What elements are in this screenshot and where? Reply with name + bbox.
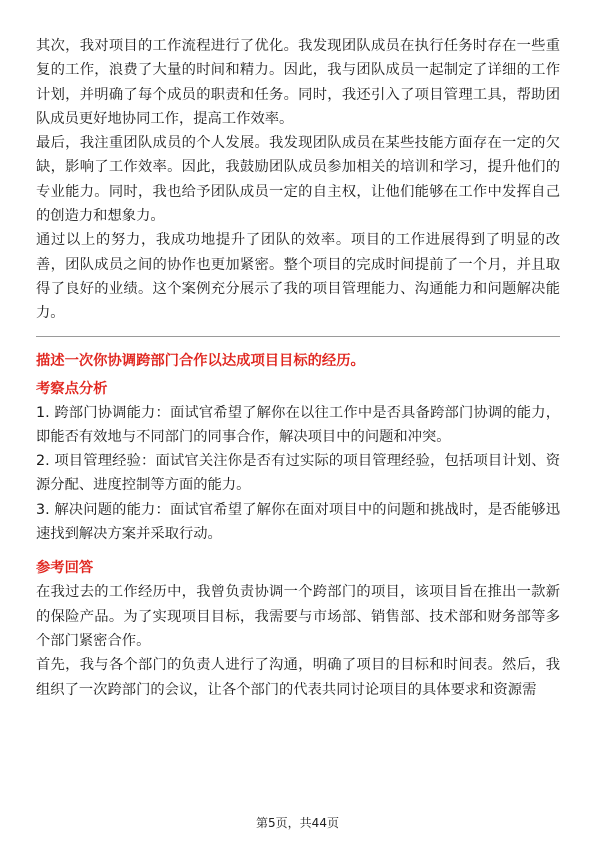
analysis-item: 2. 项目管理经验：面试官关注你是否有过实际的项目管理经验，包括项目计划、资源分配、进度控制等方面的能力。 — [36, 453, 560, 494]
section-divider — [36, 336, 560, 337]
answer-paragraph: 在我过去的工作经历中，我曾负责协调一个跨部门的项目，该项目旨在推出一款新的保险产品。为了实现项目目标，我需要与市场部、销售部、技术部和财务部等多个部门紧密合作。 — [36, 584, 560, 649]
page-number: 第5页，共44页 — [256, 816, 339, 830]
body-paragraph: 其次，我对项目的工作流程进行了优化。我发现团队成员在执行任务时存在一些重复的工作，浪费了大量的时间和精力。因此，我与团队成员一起制定了详细的工作计划，并明确了每个成员的职责和任务。同时，我还引入了项目管理工具，帮助团队成员更好地协同工作，提高工作效率。 — [36, 38, 560, 127]
answer-heading: 参考回答 — [36, 560, 94, 577]
body-paragraph: 通过以上的努力，我成功地提升了团队的效率。项目的工作进展得到了明显的改善，团队成员之间的协作也更加紧密。整个项目的完成时间提前了一个月，并且取得了良好的业绩。这个案例充分展示了我的项目管理能力、沟通能力和问题解决能力。 — [36, 232, 560, 322]
body-paragraph: 最后，我注重团队成员的个人发展。我发现团队成员在某些技能方面存在一定的欠缺，影响了工作效率。因此，我鼓励团队成员参加相关的培训和学习，提升他们的专业能力。同时，我也给予团队成员一定的自主权，让他们能够在工作中发挥自己的创造力和想象力。 — [36, 135, 560, 225]
analysis-heading: 考察点分析 — [36, 380, 108, 397]
analysis-item: 3. 解决问题的能力：面试官希望了解你在面对项目中的问题和挑战时，是否能够迅速找到解决方案并采取行动。 — [36, 501, 560, 543]
question-title: 描述一次你协调跨部门合作以达成项目目标的经历。 — [36, 352, 365, 369]
analysis-item: 1. 跨部门协调能力：面试官希望了解你在以往工作中是否具备跨部门协调的能力，即能否有效地与不同部门的同事合作，解决项目中的问题和冲突。 — [36, 404, 560, 445]
answer-paragraph: 首先，我与各个部门的负责人进行了沟通，明确了项目的目标和时间表。然后，我组织了一次跨部门的会议，让各个部门的代表共同讨论项目的具体要求和资源需 — [36, 657, 560, 698]
page-content — [36, 34, 560, 702]
